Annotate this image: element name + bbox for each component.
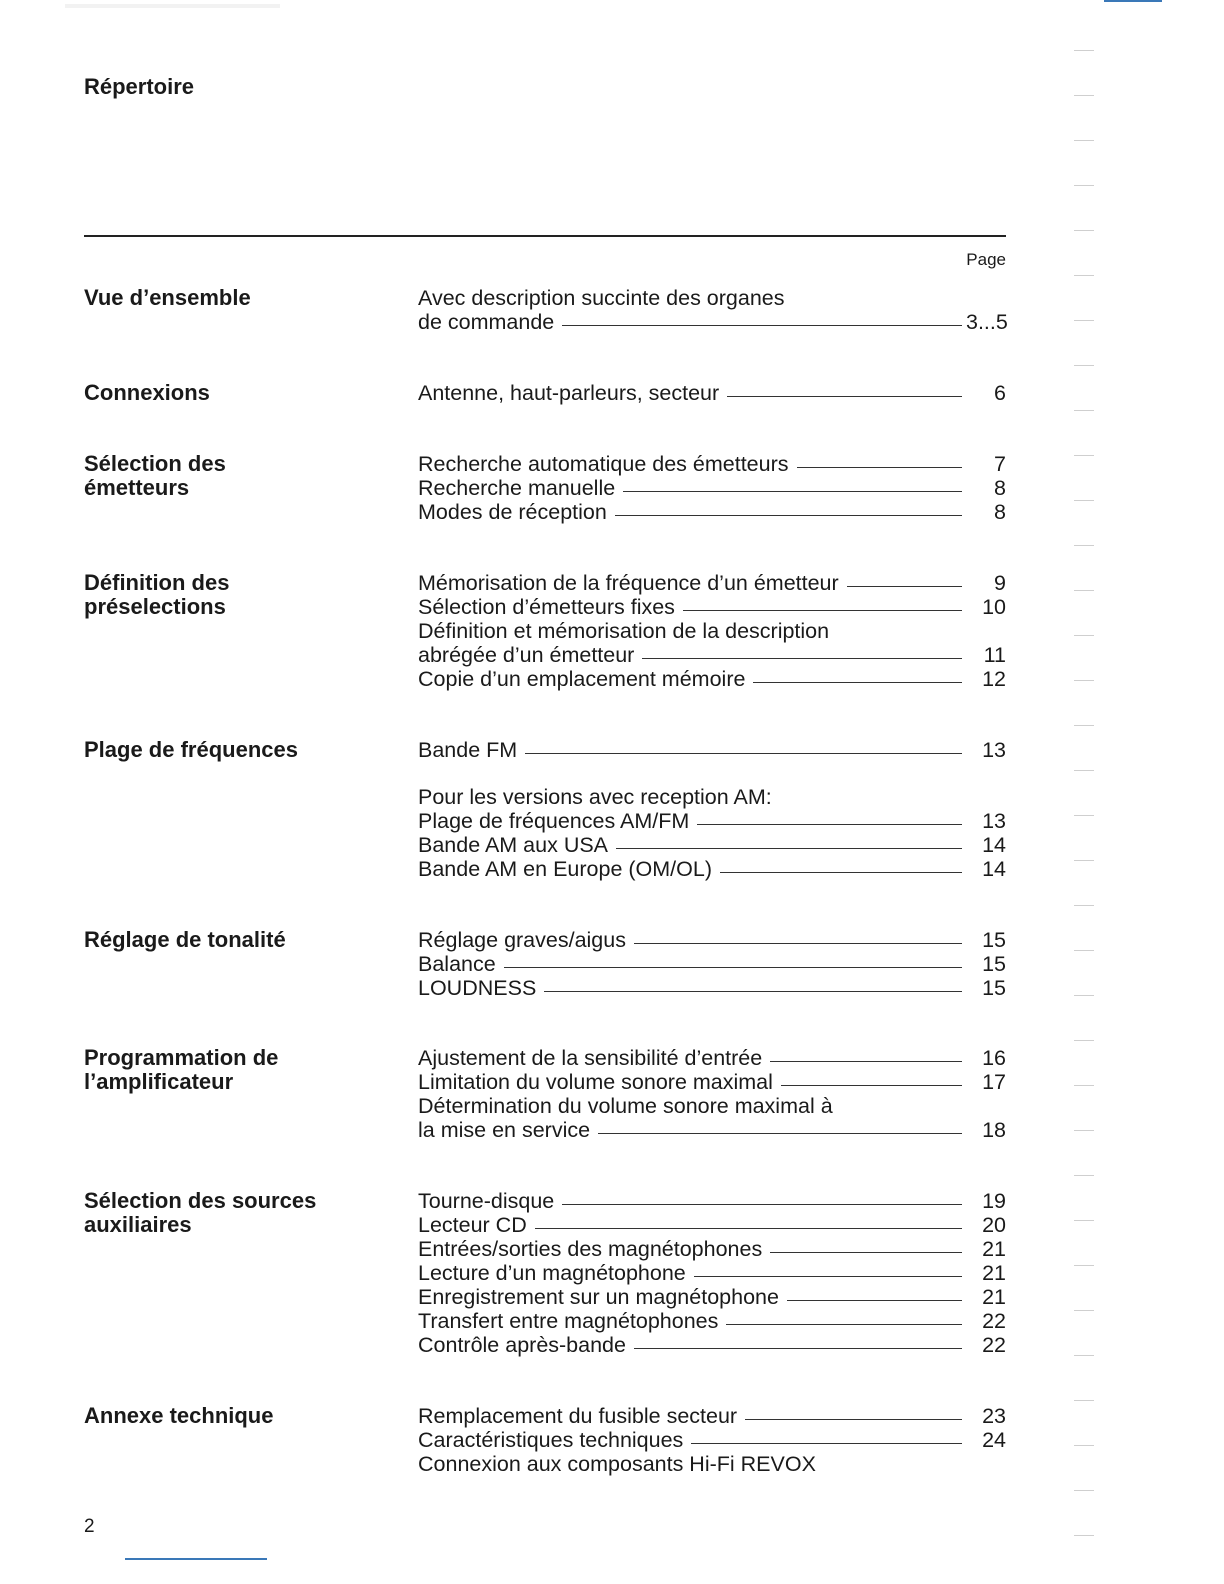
leader-line <box>634 1348 962 1349</box>
leader-line <box>525 753 962 754</box>
toc-entry[interactable] <box>418 500 1006 524</box>
margin-tick <box>1074 185 1094 186</box>
entry-text: Bande FM <box>418 738 518 762</box>
entry-text: Remplacement du fusible secteur <box>418 1404 738 1428</box>
entry-text: Bande AM en Europe (OM/OL) <box>418 857 712 881</box>
entry-page-number: 15 <box>982 952 1006 976</box>
entry-text: Transfert entre magnétophones <box>418 1309 719 1333</box>
leader-line <box>787 1300 962 1301</box>
entry-text: Recherche manuelle <box>418 476 616 500</box>
margin-tick <box>1074 1265 1094 1266</box>
margin-tick <box>1074 995 1094 996</box>
toc-entry[interactable] <box>418 452 1006 476</box>
section-title-line: Sélection des sources <box>84 1188 317 1213</box>
entry-text: Copie d’un emplacement mémoire <box>418 667 746 691</box>
entry-text: Plage de fréquences AM/FM <box>418 809 690 833</box>
entry-page-number: 24 <box>982 1428 1006 1452</box>
toc-entry[interactable] <box>418 928 1006 952</box>
entry-text: Connexion aux composants Hi-Fi REVOX <box>418 1452 816 1476</box>
entry-page-number: 7 <box>994 452 1006 476</box>
margin-tick <box>1074 680 1094 681</box>
entry-text: la mise en service <box>418 1118 591 1142</box>
entry-page-number: 14 <box>982 857 1006 881</box>
entry-text: Antenne, haut-parleurs, secteur <box>418 381 720 405</box>
entry-page-number: 11 <box>983 643 1006 667</box>
margin-tick <box>1074 1445 1094 1446</box>
leader-line <box>847 586 962 587</box>
margin-tick <box>1074 770 1094 771</box>
margin-tick <box>1074 140 1094 141</box>
section-title-line: auxiliaires <box>84 1212 192 1237</box>
entry-text-line: Avec description succinte des organes <box>418 286 785 310</box>
entry-page-number: 22 <box>982 1333 1006 1357</box>
section-title-line: Connexions <box>84 380 210 405</box>
entry-text: Sélection d’émetteurs fixes <box>418 595 675 619</box>
margin-ticks <box>1074 50 1096 1580</box>
header-rule <box>84 235 1006 237</box>
toc-entry[interactable] <box>418 1333 1006 1357</box>
page-column-header: Page <box>966 250 1006 269</box>
entry-page-number: 6 <box>994 381 1006 405</box>
leader-line <box>616 848 962 849</box>
entry-text: Enregistrement sur un magnétophone <box>418 1285 779 1309</box>
scan-mark-bottom <box>125 1558 267 1560</box>
entry-page-number: 14 <box>982 833 1006 857</box>
toc-entry[interactable] <box>418 476 1006 500</box>
margin-tick <box>1074 815 1094 816</box>
section-title-line: Sélection des <box>84 451 226 476</box>
toc-entry[interactable] <box>418 595 1006 619</box>
section-title <box>84 1404 384 1428</box>
leader-line <box>623 491 962 492</box>
section-title <box>84 452 384 500</box>
margin-tick <box>1074 1535 1094 1536</box>
toc-entry[interactable] <box>418 1261 1006 1285</box>
entry-text: abrégée d’un émetteur <box>418 643 635 667</box>
leader-line <box>683 610 962 611</box>
margin-tick <box>1074 1040 1094 1041</box>
leader-line <box>797 467 963 468</box>
toc-entry[interactable] <box>418 952 1006 976</box>
entry-text: Tourne-disque <box>418 1189 555 1213</box>
toc-entry[interactable] <box>418 1189 1006 1213</box>
toc-entry[interactable] <box>418 667 1006 691</box>
entry-page-number: 15 <box>982 976 1006 1000</box>
toc-entry[interactable] <box>418 1213 1006 1237</box>
entry-page-number: 13 <box>982 738 1006 762</box>
margin-tick <box>1074 725 1094 726</box>
toc-entry[interactable] <box>418 286 1006 334</box>
section-entries <box>418 1046 1006 1142</box>
entry-page-number: 22 <box>982 1309 1006 1333</box>
entry-page-number: 17 <box>982 1070 1006 1094</box>
section-title-line: Vue d’ensemble <box>84 285 251 310</box>
margin-tick <box>1074 455 1094 456</box>
section-title <box>84 1046 384 1094</box>
leader-line <box>562 1204 962 1205</box>
margin-tick <box>1074 590 1094 591</box>
entry-page-number: 10 <box>982 595 1006 619</box>
toc-entry[interactable] <box>418 1452 1006 1476</box>
leader-line <box>535 1228 962 1229</box>
toc-entry[interactable] <box>418 1404 1006 1428</box>
section-title-line: préselections <box>84 594 226 619</box>
margin-tick <box>1074 320 1094 321</box>
entry-text: Lecture d’un magnétophone <box>418 1261 686 1285</box>
entry-text-line: Définition et mémorisation de la description <box>418 619 830 643</box>
entry-page-number: 8 <box>994 500 1006 524</box>
entry-text: Limitation du volume sonore maximal <box>418 1070 773 1094</box>
entry-page-number: 12 <box>982 667 1006 691</box>
toc-entry[interactable] <box>418 738 1006 762</box>
entry-page-number: 15 <box>982 928 1006 952</box>
entry-text: de commande <box>418 310 555 334</box>
toc-entry[interactable] <box>418 571 1006 595</box>
margin-tick <box>1074 1310 1094 1311</box>
entry-text: Caractéristiques techniques <box>418 1428 684 1452</box>
margin-tick <box>1074 1085 1094 1086</box>
leader-line <box>753 682 962 683</box>
margin-tick <box>1074 95 1094 96</box>
toc-entry[interactable] <box>418 1285 1006 1309</box>
section-title <box>84 286 384 310</box>
section-title <box>84 738 384 762</box>
section-entries <box>418 381 1006 405</box>
leader-line <box>598 1133 962 1134</box>
toc-entry[interactable] <box>418 1046 1006 1070</box>
entry-page-number: 16 <box>982 1046 1006 1070</box>
entry-page-number: 20 <box>982 1213 1006 1237</box>
margin-tick <box>1074 860 1094 861</box>
margin-tick <box>1074 410 1094 411</box>
margin-tick <box>1074 905 1094 906</box>
entry-page-number: 8 <box>994 476 1006 500</box>
entry-text: Recherche automatique des émetteurs <box>418 452 789 476</box>
margin-tick <box>1074 500 1094 501</box>
leader-line <box>697 824 962 825</box>
entry-page-number: 18 <box>982 1118 1006 1142</box>
section-entries <box>418 1189 1006 1357</box>
margin-tick <box>1074 1355 1094 1356</box>
entry-text: Mémorisation de la fréquence d’un émetteur <box>418 571 839 595</box>
entry-page-number: 13 <box>982 809 1006 833</box>
toc-entry[interactable] <box>418 785 1006 833</box>
entry-text: Ajustement de la sensibilité d’entrée <box>418 1046 763 1070</box>
section-title <box>84 381 384 405</box>
entry-gap <box>418 762 1006 785</box>
leader-line <box>544 991 962 992</box>
leader-line <box>726 1324 962 1325</box>
section-title-line: l’amplificateur <box>84 1069 234 1094</box>
leader-line <box>615 515 962 516</box>
entry-text: LOUDNESS <box>418 976 537 1000</box>
toc-entry[interactable] <box>418 1070 1006 1094</box>
section-title <box>84 571 384 619</box>
entry-text: Lecteur CD <box>418 1213 527 1237</box>
page-number: 2 <box>84 1516 95 1537</box>
margin-tick <box>1074 1130 1094 1131</box>
entry-text-line: Détermination du volume sonore maximal à <box>418 1094 833 1118</box>
margin-tick <box>1074 1220 1094 1221</box>
section-entries <box>418 738 1006 881</box>
entry-text-line: Pour les versions avec reception AM: <box>418 785 772 809</box>
leader-line <box>691 1443 962 1444</box>
section-title-line: Réglage de tonalité <box>84 927 286 952</box>
entry-page-number: 23 <box>982 1404 1006 1428</box>
section-entries <box>418 571 1006 691</box>
toc-entry[interactable] <box>418 619 1006 667</box>
entry-page-number: 21 <box>982 1285 1006 1309</box>
leader-line <box>745 1419 962 1420</box>
entry-text: Contrôle après-bande <box>418 1333 626 1357</box>
section-title-line: Programmation de <box>84 1045 279 1070</box>
margin-tick <box>1074 1490 1094 1491</box>
leader-line <box>562 325 962 326</box>
entry-page-number: 9 <box>994 571 1006 595</box>
section-title-line: Plage de fréquences <box>84 737 298 762</box>
toc-entry[interactable] <box>418 857 1006 881</box>
section-entries <box>418 286 1006 334</box>
margin-tick <box>1074 635 1094 636</box>
page-title: Répertoire <box>84 74 195 99</box>
section-entries <box>418 928 1006 1000</box>
section-title-line: Annexe technique <box>84 1403 274 1428</box>
entry-text: Entrées/sorties des magnétophones <box>418 1237 763 1261</box>
leader-line <box>634 943 962 944</box>
entry-text: Bande AM aux USA <box>418 833 609 857</box>
toc-entry[interactable] <box>418 1094 1006 1142</box>
toc-entry[interactable] <box>418 976 1006 1000</box>
toc-entry[interactable] <box>418 1309 1006 1333</box>
leader-line <box>720 872 962 873</box>
section-entries <box>418 452 1006 524</box>
leader-line <box>770 1061 962 1062</box>
entry-page-number: 21 <box>982 1237 1006 1261</box>
scan-mark-top-left <box>65 4 280 8</box>
leader-line <box>770 1252 962 1253</box>
toc-entry[interactable] <box>418 381 1006 405</box>
leader-line <box>727 396 962 397</box>
margin-tick <box>1074 230 1094 231</box>
entry-page-number: 3...5 <box>966 310 1008 334</box>
leader-line <box>642 658 962 659</box>
section-title <box>84 928 384 952</box>
leader-line <box>694 1276 962 1277</box>
toc-entry[interactable] <box>418 1428 1006 1452</box>
entry-text: Modes de réception <box>418 500 607 524</box>
toc-entry[interactable] <box>418 1237 1006 1261</box>
leader-line <box>504 967 962 968</box>
leader-line <box>781 1085 962 1086</box>
entry-text: Balance <box>418 952 496 976</box>
entry-page-number: 21 <box>982 1261 1006 1285</box>
margin-tick <box>1074 950 1094 951</box>
section-title-line: Définition des <box>84 570 230 595</box>
entry-text: Réglage graves/aigus <box>418 928 626 952</box>
margin-tick <box>1074 365 1094 366</box>
margin-tick <box>1074 545 1094 546</box>
scan-mark-top-right <box>1104 0 1162 2</box>
section-title <box>84 1189 384 1237</box>
margin-tick <box>1074 1400 1094 1401</box>
section-entries <box>418 1404 1006 1476</box>
entry-page-number: 19 <box>982 1189 1006 1213</box>
margin-tick <box>1074 50 1094 51</box>
margin-tick <box>1074 275 1094 276</box>
section-title-line: émetteurs <box>84 475 190 500</box>
margin-tick <box>1074 1175 1094 1176</box>
toc-entry[interactable] <box>418 833 1006 857</box>
